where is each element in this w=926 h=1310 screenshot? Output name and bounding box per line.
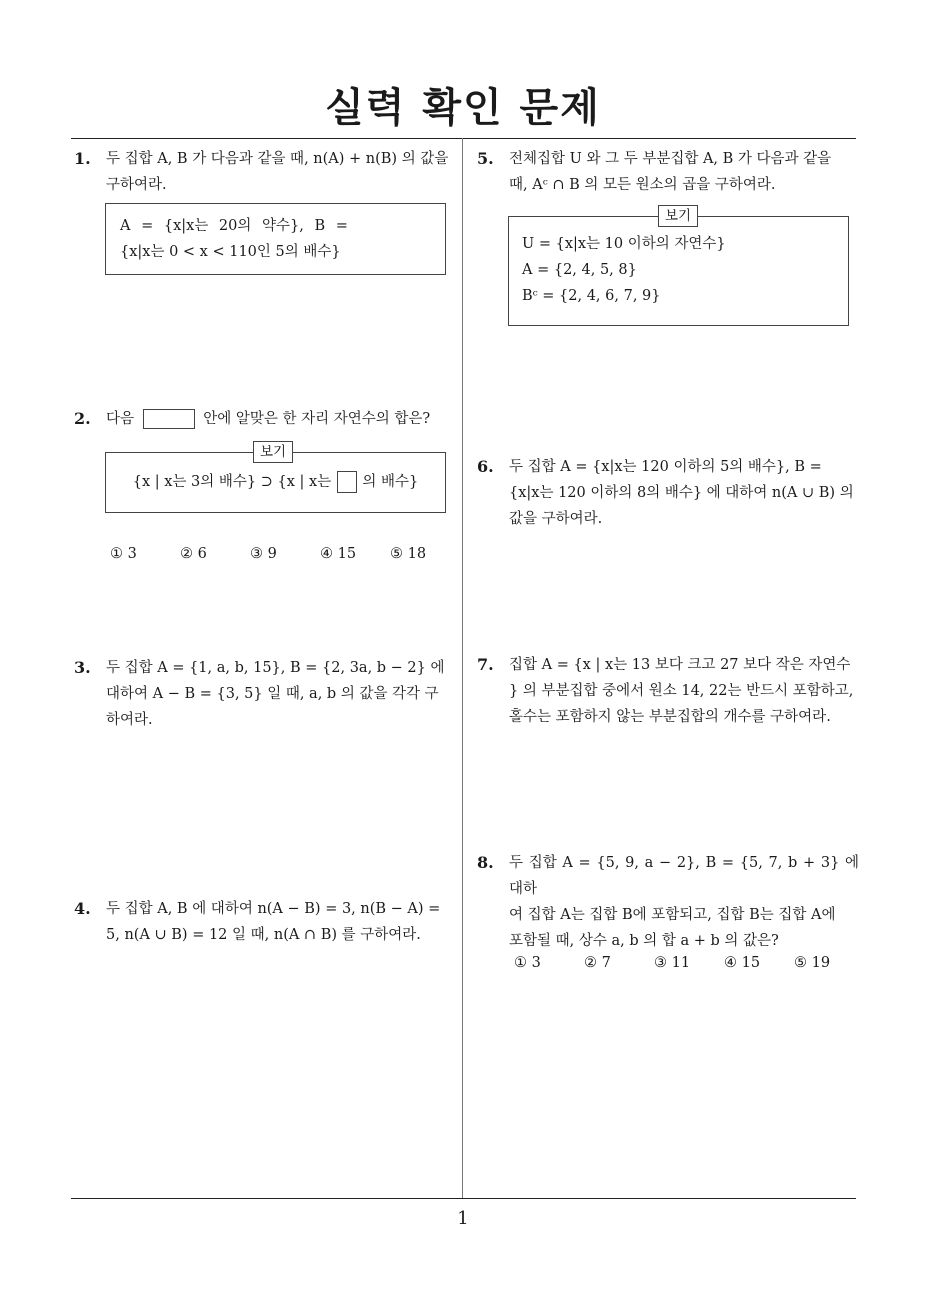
text-line: 두 집합 A = {1, a, b, 15}, B = {2, 3a, b − 2} 에 [106,660,445,676]
problem-4 [74,896,458,950]
problem-number: 6. [477,457,494,476]
choice-3[interactable]: ③ 9 [250,546,277,562]
text-before: 다음 [106,411,135,427]
choice-5[interactable]: ⑤ 18 [390,546,427,562]
text-after: 안에 알맞은 한 자리 자연수의 합은? [203,411,431,427]
answer-blank [143,409,195,429]
text-line: 포함될 때, 상수 a, b 의 합 a + b 의 값은? [509,933,779,949]
page-number: 1 [457,1208,469,1229]
bottom-rule [71,1198,856,1199]
choice-3[interactable]: ③ 11 [654,955,691,971]
problem-number: 5. [477,149,494,168]
answer-choices [514,955,854,977]
box-label: 보기 [658,205,698,227]
problem-3 [74,655,458,735]
choice-2[interactable]: ② 7 [584,955,611,971]
choice-2[interactable]: ② 6 [180,546,207,562]
set-right: 의 배수} [362,474,419,490]
answer-blank [337,471,357,493]
problem-text [509,652,859,730]
text-line: 두 집합 A, B 가 다음과 같을 때, n(A) + n(B) 의 값을 [106,151,449,167]
choice-1[interactable]: ① 3 [110,546,137,562]
page-title: 실력 확인 문제 [325,85,601,131]
problem-number: 3. [74,658,91,677]
box-line: Bᶜ = {2, 4, 6, 7, 9} [522,288,661,304]
box-line: A = {x|x는 20의 약수}, B = [120,218,348,234]
problem-number: 2. [74,409,91,428]
column-divider [462,138,463,1198]
answer-choices [110,546,450,568]
problem-number: 1. [74,149,91,168]
problem-number: 7. [477,655,494,674]
box-line: {x|x는 0 < x < 110인 5의 배수} [120,244,341,260]
problem-2 [74,406,458,436]
choice-1[interactable]: ① 3 [514,955,541,971]
text-line: 두 집합 A, B 에 대하여 n(A − B) = 3, n(B − A) = [106,901,441,917]
problem-text [509,146,859,198]
problem-5 [477,146,861,200]
text-line: 구하여라. [106,177,167,193]
condition-box [105,203,446,275]
text-line: 때, Aᶜ ∩ B 의 모든 원소의 곱을 구하여라. [509,177,776,193]
problem-7 [477,652,861,732]
text-line: 두 집합 A = {5, 9, a − 2}, B = {5, 7, b + 3} 에 대하 [509,855,859,897]
text-line: 두 집합 A = {x|x는 120 이하의 5의 배수}, B = [509,459,822,475]
problem-text [509,454,859,532]
set-left: {x | x는 3의 배수} ⊃ {x | x는 [132,474,332,490]
example-box [508,216,849,326]
top-rule [71,138,856,139]
box-line: A = {2, 4, 5, 8} [522,262,637,278]
text-line: 전체집합 U 와 그 두 부분집합 A, B 가 다음과 같을 [509,151,832,167]
text-line: 홀수는 포함하지 않는 부분집합의 개수를 구하여라. [509,709,831,725]
text-line: 하여라. [106,712,153,728]
choice-5[interactable]: ⑤ 19 [794,955,831,971]
box-label: 보기 [253,441,293,463]
choice-4[interactable]: ④ 15 [320,546,357,562]
text-line: } 의 부분집합 중에서 원소 14, 22는 반드시 포함하고, [509,683,854,699]
problem-text [106,406,430,432]
problem-text [106,896,456,948]
problem-text [106,146,456,198]
problem-8 [477,850,861,949]
problem-number: 4. [74,899,91,918]
box-line [106,469,445,495]
text-line: 여 집합 A는 집합 B에 포함되고, 집합 B는 집합 A에 [509,907,836,923]
problem-6 [477,454,861,534]
text-line: 집합 A = {x | x는 13 보다 크고 27 보다 작은 자연수 [509,657,851,673]
problem-number: 8. [477,853,494,872]
text-line: 5, n(A ∪ B) = 12 일 때, n(A ∩ B) 를 구하여라. [106,927,421,943]
text-line: 값을 구하여라. [509,511,603,527]
problem-text [106,655,456,733]
text-line: 대하여 A − B = {3, 5} 일 때, a, b 의 값을 각각 구 [106,686,439,702]
box-line: U = {x|x는 10 이하의 자연수} [522,236,726,252]
choice-4[interactable]: ④ 15 [724,955,761,971]
text-line: {x|x는 120 이하의 8의 배수} 에 대하여 n(A ∪ B) 의 [509,485,854,501]
problem-text [509,850,859,954]
